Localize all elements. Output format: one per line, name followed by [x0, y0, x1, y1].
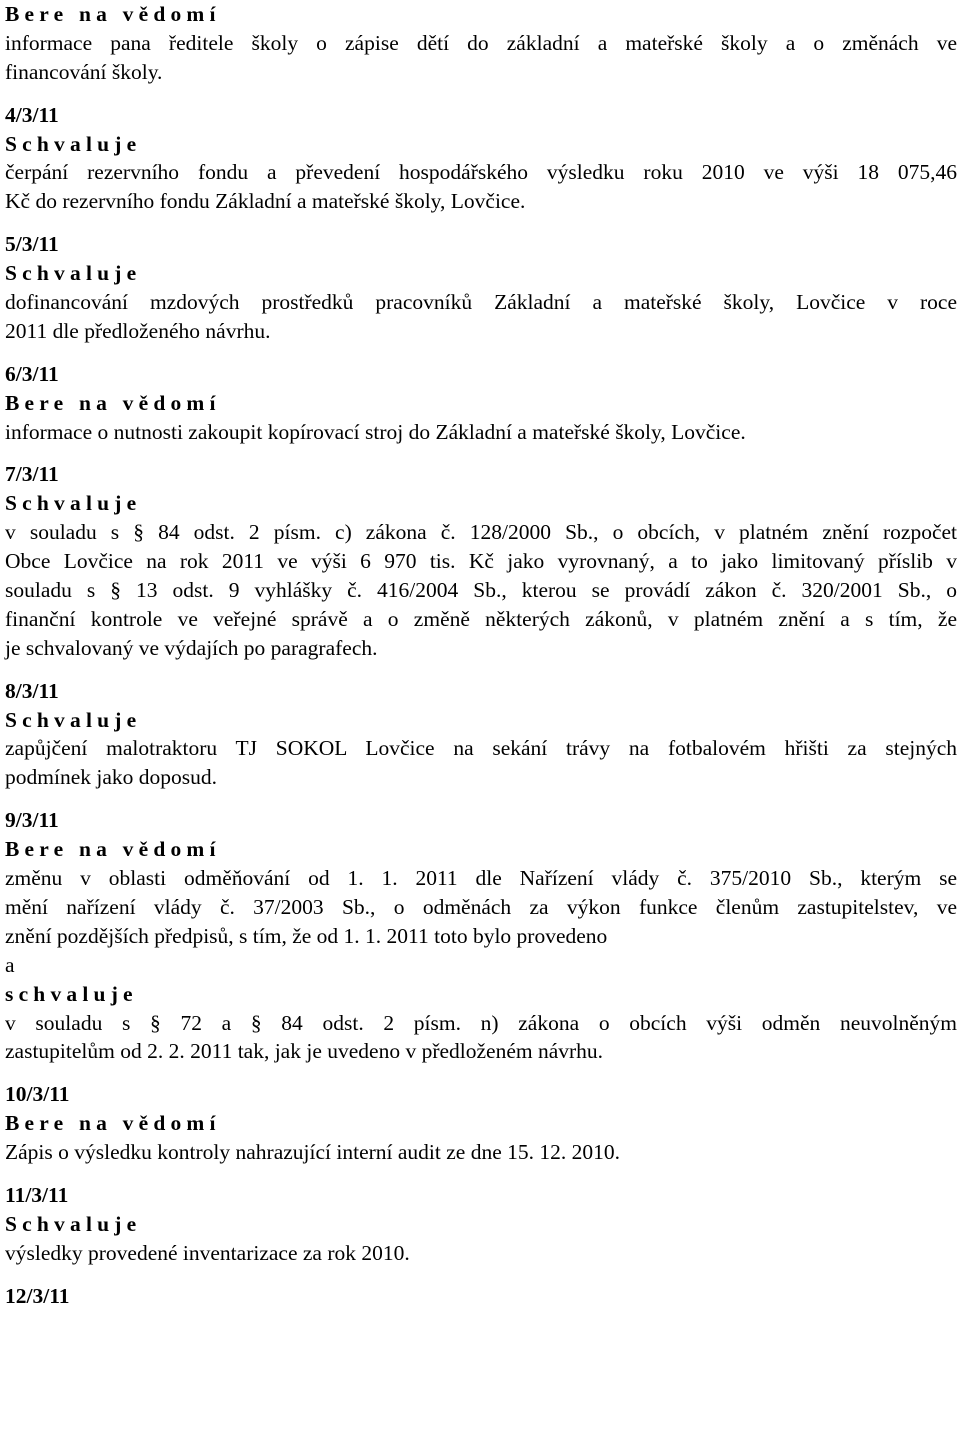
- resolution-section: [5, 360, 957, 447]
- section-heading: Bere na vědomí: [5, 390, 221, 415]
- section-heading: schvaluje: [5, 981, 138, 1006]
- section-heading: Bere na vědomí: [5, 2, 221, 26]
- section-heading: Schvaluje: [5, 707, 142, 732]
- resolution-number: 5/3/11: [5, 232, 59, 257]
- body-line: mění nařízení vlády č. 37/2003 Sb., o odměnách za výkon funkce členům zastupitelstev, ve: [5, 894, 957, 919]
- resolution-number: 10/3/11: [5, 1082, 70, 1107]
- body-line: změnu v oblasti odměňování od 1. 1. 2011 dle Nařízení vlády č. 375/2010 Sb., kterým se: [5, 866, 957, 891]
- body-line: finanční kontrole ve veřejné správě a o změně některých zákonů, v platném znění a s tím, že: [5, 606, 957, 631]
- resolution-number: 4/3/11: [5, 102, 59, 127]
- body-line: znění pozdějších předpisů, s tím, že od 1. 1. 2011 toto bylo provedeno: [5, 923, 608, 948]
- body-line: Kč do rezervního fondu Základní a mateřské školy, Lovčice.: [5, 189, 526, 214]
- resolution-section: [5, 677, 957, 793]
- body-line: 2011 dle předloženého návrhu.: [5, 318, 271, 343]
- document-page: [5, 0, 957, 1311]
- section-heading: Schvaluje: [5, 131, 142, 156]
- resolution-section: [5, 101, 957, 217]
- body-line: financování školy.: [5, 59, 163, 84]
- body-line: zapůjčení malotraktoru TJ SOKOL Lovčice na sekání trávy na fotbalovém hřišti za stejných: [5, 736, 957, 761]
- body-line: zastupitelům od 2. 2. 2011 tak, jak je uvedeno v předloženém návrhu.: [5, 1039, 604, 1064]
- resolution-number: 6/3/11: [5, 361, 59, 386]
- resolution-number: 11/3/11: [5, 1182, 69, 1207]
- body-line: Obce Lovčice na rok 2011 ve výši 6 970 tis. Kč jako vyrovnaný, a to jako limitovaný příslib v: [5, 549, 957, 574]
- resolution-section: [5, 1080, 957, 1167]
- section-heading: Bere na vědomí: [5, 837, 221, 862]
- body-line: souladu s § 13 odst. 9 vyhlášky č. 416/2004 Sb., kterou se provádí zákon č. 320/2001 Sb., o: [5, 578, 957, 603]
- body-line: je schvalovaný ve výdajích po paragrafech.: [5, 635, 378, 660]
- resolution-section: [5, 806, 957, 1066]
- body-line: čerpání rezervního fondu a převedení hospodářského výsledku roku 2010 ve výši 18 075,46: [5, 160, 957, 185]
- body-line: v souladu s § 72 a § 84 odst. 2 písm. n) zákona o obcích výši odměn neuvolněným: [5, 1010, 957, 1035]
- body-line: informace o nutnosti zakoupit kopírovací stroj do Základní a mateřské školy, Lovčice.: [5, 419, 746, 444]
- resolution-section: [5, 1282, 957, 1311]
- resolution-number: 7/3/11: [5, 462, 59, 487]
- section-heading: Bere na vědomí: [5, 1111, 221, 1136]
- body-line: výsledky provedené inventarizace za rok 2010.: [5, 1240, 410, 1265]
- body-line: informace pana ředitele školy o zápise dětí do základní a mateřské školy a o změnách ve: [5, 30, 957, 55]
- body-line: a: [5, 952, 15, 977]
- resolution-number: 12/3/11: [5, 1283, 70, 1308]
- body-line: dofinancování mzdových prostředků pracovníků Základní a mateřské školy, Lovčice v roce: [5, 290, 957, 315]
- resolution-section: [5, 230, 957, 346]
- resolution-number: 8/3/11: [5, 678, 59, 703]
- body-line: v souladu s § 84 odst. 2 písm. c) zákona č. 128/2000 Sb., o obcích, v platném znění rozpočet: [5, 520, 957, 545]
- resolution-section: [5, 0, 957, 87]
- body-line: podmínek jako doposud.: [5, 765, 217, 790]
- resolution-number: 9/3/11: [5, 808, 59, 833]
- section-heading: Schvaluje: [5, 491, 142, 516]
- section-heading: Schvaluje: [5, 1211, 142, 1236]
- body-line: Zápis o výsledku kontroly nahrazující interní audit ze dne 15. 12. 2010.: [5, 1140, 620, 1165]
- resolution-section: [5, 1181, 957, 1268]
- resolution-section: [5, 460, 957, 662]
- section-heading: Schvaluje: [5, 261, 142, 286]
